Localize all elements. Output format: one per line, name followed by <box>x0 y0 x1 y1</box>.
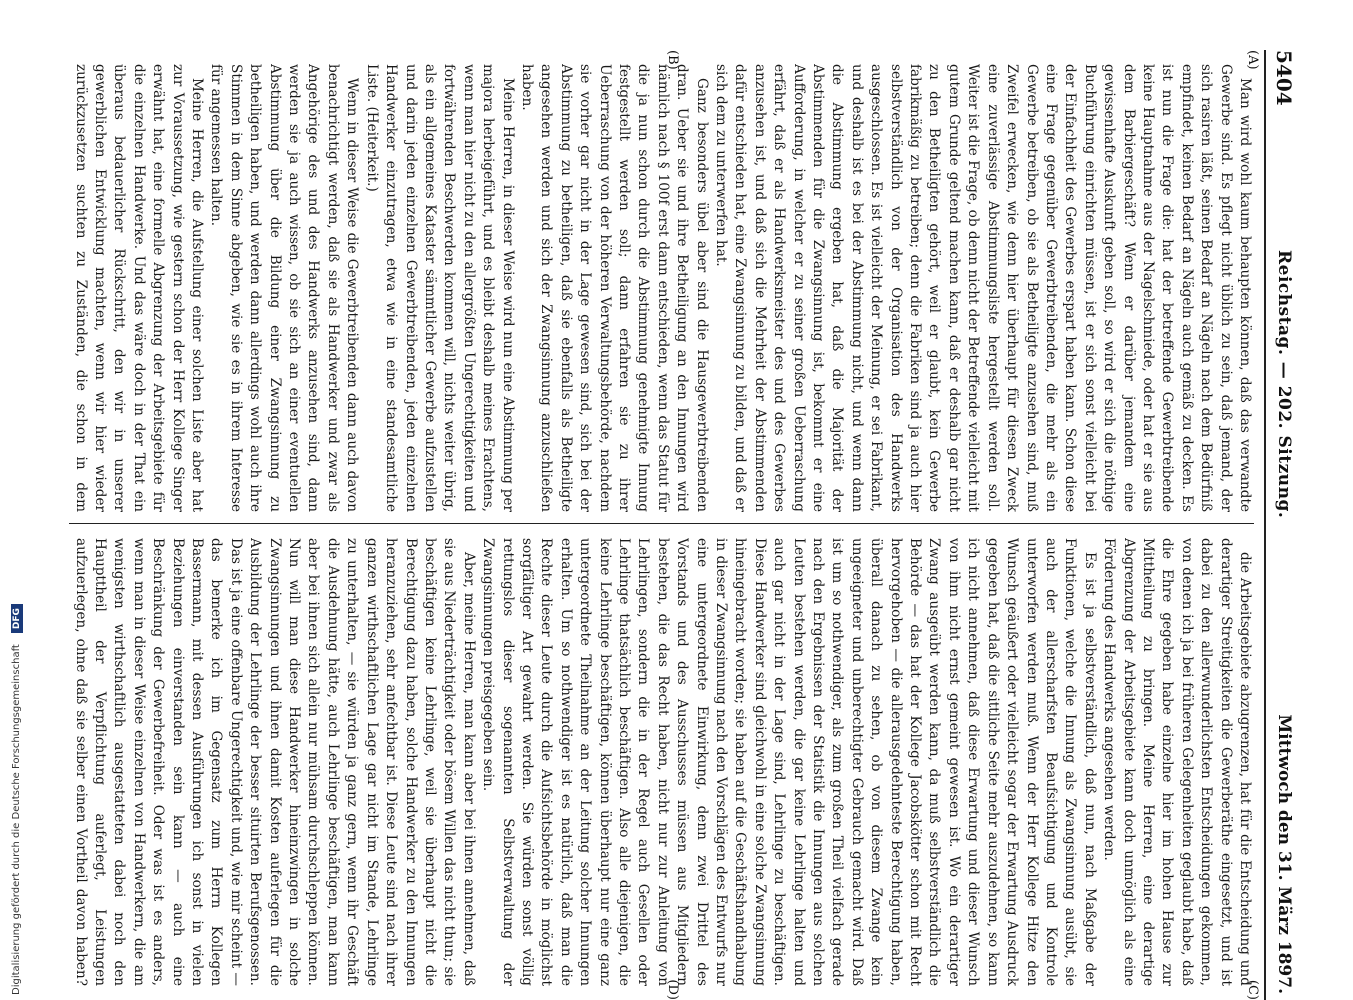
margin-marker-d: (D) <box>665 979 680 1000</box>
page-number: 5404 <box>1272 50 1296 106</box>
paragraph: die Arbeitsgebiete abzugrenzen, hat für die Entscheidung und derartiger Streitigkeiten die Gewerberäthe eingesetzt, und ist dabei zu den allerwunderlichsten Entscheidungen gekommen, von denen ich ja bei früheren Gelegenheiten geglaubt habe, daß die Ehre gegeben habe einzelne hier im hohen Hause zur Mittheilung zu bringen. Meine Herren, eine derartige Abgrenzung der Arbeitsgebiete kann doch unmöglich als eine Förderung des Handwerks angesehen werden. <box>1101 538 1253 986</box>
session-date: Mittwoch den 31. März 1897. <box>1274 714 1294 994</box>
margin-marker-b: (B) <box>665 50 680 70</box>
paragraph: Man wird wohl kaum behaupten können, daß das verwandte Gewerbe sind. Es pflegt nicht üblich zu sein, daß jemand, der sich rasiren läßt, seinen Bedarf an Nägeln nach dem Bedürfniß empfindet, keinen Bedarf an Nägeln auch gemäß zu decken. Es ist nun die Frage die: hat der betreffende Gewerbtreibende keine Hauptnahme aus der Nagelschmiede, oder hat er sie aus dem Barbiergeschäft? Wenn er darüber jemandem eine gewissenhafte Auskunft geben soll, so wird er sich die nöthige Buchführung einrichten müssen, ist er sich sonst vielleicht bei der Einfachheit des Gewerbes erspart haben kann. Schon diese eine Frage gegenüber Gewerbtreibenden, die mehr als ein Gewerbe betreiben, ob sie als Betheiligte anzusehen sind, muß Zweifel erwecken, wie denn hier überhaupt für diesen Zweck eine zuverlässige Abstimmungsliste hergestellt werden soll. Weiter ist die Frage, ob denn nicht der Betreffende vielleicht mit gutem Grunde geltend machen kann, daß er deshalb gar nicht zu den Betheiligten gehört, weil er glaubt, kein Gewerbe fabrikmäßig zu betreiben; denn die Fabriken sind ja auch hier selbstverständlich von der Organisation des Handwerks ausgeschlossen. Es ist vielleicht der Meinung, er sei Fabrikant, und deshalb ist es bei der Abstimmung nicht, und wenn dann die Abstimmung ergeben hat, daß die Majorität der Abstimmenden für die Zwangsinnung ist, bekommt er eine Aufforderung, in welcher er zu seiner großen Ueberraschung erfährt, daß er als Handwerksmeister des und des Gewerbes anzusehen ist, und daß sich die Mehrheit der Abstimmenden dafür entschieden hat, eine Zwangsinnung zu bilden, und daß er sich dem zu unterwerfen hat. <box>713 64 1253 512</box>
footer-text: Digitalisierung gefördert durch die Deutsche Forschungsgemeinschaft <box>11 644 22 995</box>
margin-marker-a: (A) <box>1245 50 1260 70</box>
margin-marker-c: (C) <box>1245 979 1260 1000</box>
column-divider <box>69 523 1254 524</box>
paragraph: Wenn in dieser Weise die Gewerbtreibenden dann auch davon benachrichtigt werden, daß sie als Handwerker und zwar als Angehörige des und des Handwerks anzusehen sind, dann werden sie ja auch wissen, ob sie sich an einer eventuellen Abstimmung über die Bildung einer Zwangsinnung zu betheiligen haben, und werden dann allerdings wohl auch ihre Stimmen in dem Sinne abgeben, wie sie es in ihrem Interesse für angemessen halten. <box>208 64 361 512</box>
right-column <box>69 538 1254 986</box>
rotated-page <box>60 50 1300 1000</box>
paragraph: Ganz besonders übel aber sind die Hausgewerbtreibenden dran. Ueber sie und ihre Betheiligung an den Innungen wird nämlich nach § 100f erst dann entschieden, wenn das Statut für die ja nun schon durch die Abstimmung genehmigte Innung festgestellt werden soll; dann erfahren sie zu ihrer Ueberraschung von der höheren Verwaltungsbehörde, nachdem sie vorher gar nicht in der Lage gewesen sind, sich bei der Abstimmung zu betheiligen, daß sie ebenfalls als Betheiligte angesehen werden und sich der Zwangsinnung anzuschließen haben. <box>518 64 710 512</box>
paragraph: Aber, meine Herren, man kann aber bei ihnen annehmen, daß sie aus Niederträchtigkeit oder bösem Willen das nicht thun; sie beschäftigen keine Lehrlinge, weil sie überhaupt nicht die Berechtigung dazu haben, solche Handwerker zu den Innungen heranzuziehen, sehr anfechtbar ist. Diese Leute sind nach ihrer ganzen wirthschaftlichen Lage gar nicht im Stande, Lehrlinge zu unterhalten, — sie würden ja ganz gern, wenn ihr Geschäft die Ausdehnung hätte, auch Lehrlinge beschäftigen, man kann aber bei ihnen sich allein nur mühsam durchschleppen können. Nun will man diese Handwerker hineinzwingen in solche Zwangsinnungen und ihnen damit Kosten auferlegen für die Ausbildung der Lehrlinge der besser situirten Berufsgenossen. Das ist ja eine offenbare Ungerechtigkeit und, wie mir scheint — das bemerke ich im Gegensatz zum Herrn Kollegen Bassermann, mit dessen Ausführungen ich sonst in vielen Beziehungen einverstanden sein kann — auch eine Beschränkung der Gewerbefreiheit. Oder was ist es anders, wenn man in dieser Weise einzelnen von Handwerkern, die am wenigsten wirthschaftlich ausgestatteten dabei noch den Haupttheil der Verpflichtung auferlegt, Leistungen aufzuerlegen, ohne daß sie selber einen Vortheil davon haben? <box>72 538 477 986</box>
paragraph: Es ist ja selbstverständlich, daß nun, nach Maßgabe der Funktionen, welche die Innung als Zwangsinnung ausübt, sie auch der allerscharfsten Beaufsichtigung und Kontrole unterworfen werden muß. Wenn der Herr Kollege Hitze den Wunsch geäußert oder vielleicht sogar der Erwartung Ausdruck gegeben hat, daß die sittliche Seite mehr auszudehnen, so kann ich nicht annehmen, daß diese Erwartung und dieser Wunsch von ihm nicht ernst gemeint gewesen ist. Wo ein derartiger Zwang ausgeübt werden kann, da muß selbstverständlich die Behörde — das hat der Kollege Jacobskötter schon mit Recht hervorgehoben — die allerausgedehnteste Berechtigung haben, überall danach zu sehen, ob von diesem Zwange kein ungeeigneter und unberechtigter Gebrauch gemacht wird. Daß ist um so nothwendiger, als zum großen Theil vielfach gerade nach den Ergebnissen der Statistik die Innungen aus solchen Leuten bestehen werden, die gar keine Lehrlinge halten und auch gar nicht in der Lage sind, Lehrlinge zu beschäftigen. Diese Handwerker sind gleichwohl in eine solche Zwangsinnung hineingebracht worden; sie haben auf die Geschäftshandhabung in dieser Zwangsinnung nach den Vorschlägen des Entwurfs nur eine untergeordnete Einwirkung, denn zwei Drittel des Vorstands und des Ausschusses müssen aus Mitgliedern bestehen, die das Recht haben, nicht nur zur Anleitung von Lehrlingen, sondern die in der Regel auch Gesellen oder Lehrlinge thatsächlich beschäftigen. Also alle diejenigen, die keine Lehrlinge beschäftigen, können überhaupt nur eine ganz untergeordnete Theilnahme an der Leitung solcher Innungen erhalten. Um so nothwendiger ist es natürlich, daß man die Rechte dieser Leute durch die Aufsichtsbehörde in möglichst sorgfältiger Art gewahrt werden. Sie würden sonst völlig rettungslos dieser sogenannten Selbstverwaltung der Zwangsinnungen preisgegeben sein. <box>480 538 1098 986</box>
paragraph: Meine Herren, die Aufstellung einer solchen Liste aber hat zur Voraussetzung, wie gestern schon der Herr Kollege Singer erwähnt hat, eine formelle Abgrenzung der Arbeitsgebiete für die einzelnen Handwerke. Und das wäre doch in der That ein überaus bedauerlicher Rückschritt, den wir in unserer gewerblichen Entwicklung machten, wenn wir hier wieder zurückzusetzen suchten zu Zuständen, die schon in dem <box>72 64 206 512</box>
digitization-footer <box>4 565 23 995</box>
page-header <box>1264 50 1300 1000</box>
session-title: Reichstag. — 202. Sitzung. <box>1274 250 1294 519</box>
paragraph: Meine Herren, in dieser Weise wird nun eine Abstimmung per majora herbeigeführt, und es bleibt deshalb meines Erachtens, wenn man hier nicht zu den allergrößten Ungerechtigkeiten und fortwährenden Beschwerden kommen will, nichts weiter übrig, als ein allgemeines Kataster sämmtlicher Gewerbe aufzustellen und darin jeden einzelnen Gewerbtreibenden, jeden einzelnen Handwerker einzutragen, etwa wie in eine standesamtliche Liste. (Heiterkeit.) <box>363 64 516 512</box>
left-column <box>69 64 1254 512</box>
dfg-logo: DFG <box>11 604 23 633</box>
